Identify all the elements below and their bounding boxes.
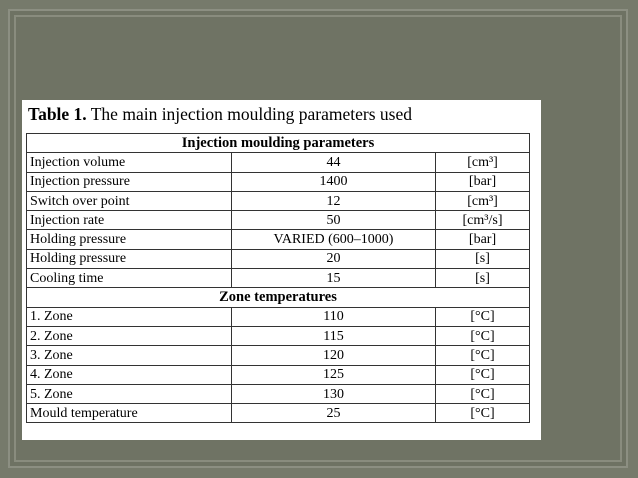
value-cell: 44 <box>232 153 436 172</box>
parameter-cell: Injection rate <box>27 211 232 230</box>
section-header-row <box>27 288 530 307</box>
table-row <box>27 191 530 210</box>
parameter-cell: Holding pressure <box>27 249 232 268</box>
value-cell: 15 <box>232 269 436 288</box>
parameter-cell: Injection volume <box>27 153 232 172</box>
unit-cell: [°C] <box>436 326 530 345</box>
unit-cell: [°C] <box>436 404 530 423</box>
table-row <box>27 307 530 326</box>
table-caption-label: Table 1. <box>28 104 87 124</box>
table-row <box>27 365 530 384</box>
value-cell: 20 <box>232 249 436 268</box>
unit-cell: [cm³] <box>436 191 530 210</box>
parameter-cell: 4. Zone <box>27 365 232 384</box>
value-cell: 50 <box>232 211 436 230</box>
value-cell: 120 <box>232 346 436 365</box>
table-row <box>27 249 530 268</box>
table-row <box>27 153 530 172</box>
table-row <box>27 211 530 230</box>
table-row <box>27 346 530 365</box>
value-cell: 110 <box>232 307 436 326</box>
value-cell: 115 <box>232 326 436 345</box>
unit-cell: [°C] <box>436 365 530 384</box>
section-header-row <box>27 134 530 153</box>
value-cell: 1400 <box>232 172 436 191</box>
unit-cell: [°C] <box>436 384 530 403</box>
value-cell: 125 <box>232 365 436 384</box>
table-row <box>27 269 530 288</box>
table-caption-text: The main injection moulding parameters used <box>86 104 412 124</box>
unit-cell: [s] <box>436 269 530 288</box>
unit-cell: [°C] <box>436 307 530 326</box>
table-image-panel <box>22 100 541 440</box>
unit-cell: [s] <box>436 249 530 268</box>
table-row <box>27 172 530 191</box>
section-title: Zone temperatures <box>27 288 530 307</box>
parameter-cell: 3. Zone <box>27 346 232 365</box>
table-row <box>27 230 530 249</box>
table-row <box>27 326 530 345</box>
value-cell: 25 <box>232 404 436 423</box>
unit-cell: [cm³] <box>436 153 530 172</box>
table-caption <box>28 104 528 125</box>
table-row <box>27 404 530 423</box>
parameter-cell: 1. Zone <box>27 307 232 326</box>
parameter-cell: Switch over point <box>27 191 232 210</box>
parameter-cell: Injection pressure <box>27 172 232 191</box>
unit-cell: [°C] <box>436 346 530 365</box>
parameter-cell: 2. Zone <box>27 326 232 345</box>
parameter-cell: Mould temperature <box>27 404 232 423</box>
unit-cell: [cm³/s] <box>436 211 530 230</box>
parameter-cell: Holding pressure <box>27 230 232 249</box>
parameter-cell: 5. Zone <box>27 384 232 403</box>
parameter-cell: Cooling time <box>27 269 232 288</box>
parameters-table <box>26 133 530 423</box>
section-title: Injection moulding parameters <box>27 134 530 153</box>
value-cell: 130 <box>232 384 436 403</box>
parameters-table-body <box>27 134 530 423</box>
value-cell: VARIED (600–1000) <box>232 230 436 249</box>
value-cell: 12 <box>232 191 436 210</box>
unit-cell: [bar] <box>436 230 530 249</box>
unit-cell: [bar] <box>436 172 530 191</box>
table-row <box>27 384 530 403</box>
